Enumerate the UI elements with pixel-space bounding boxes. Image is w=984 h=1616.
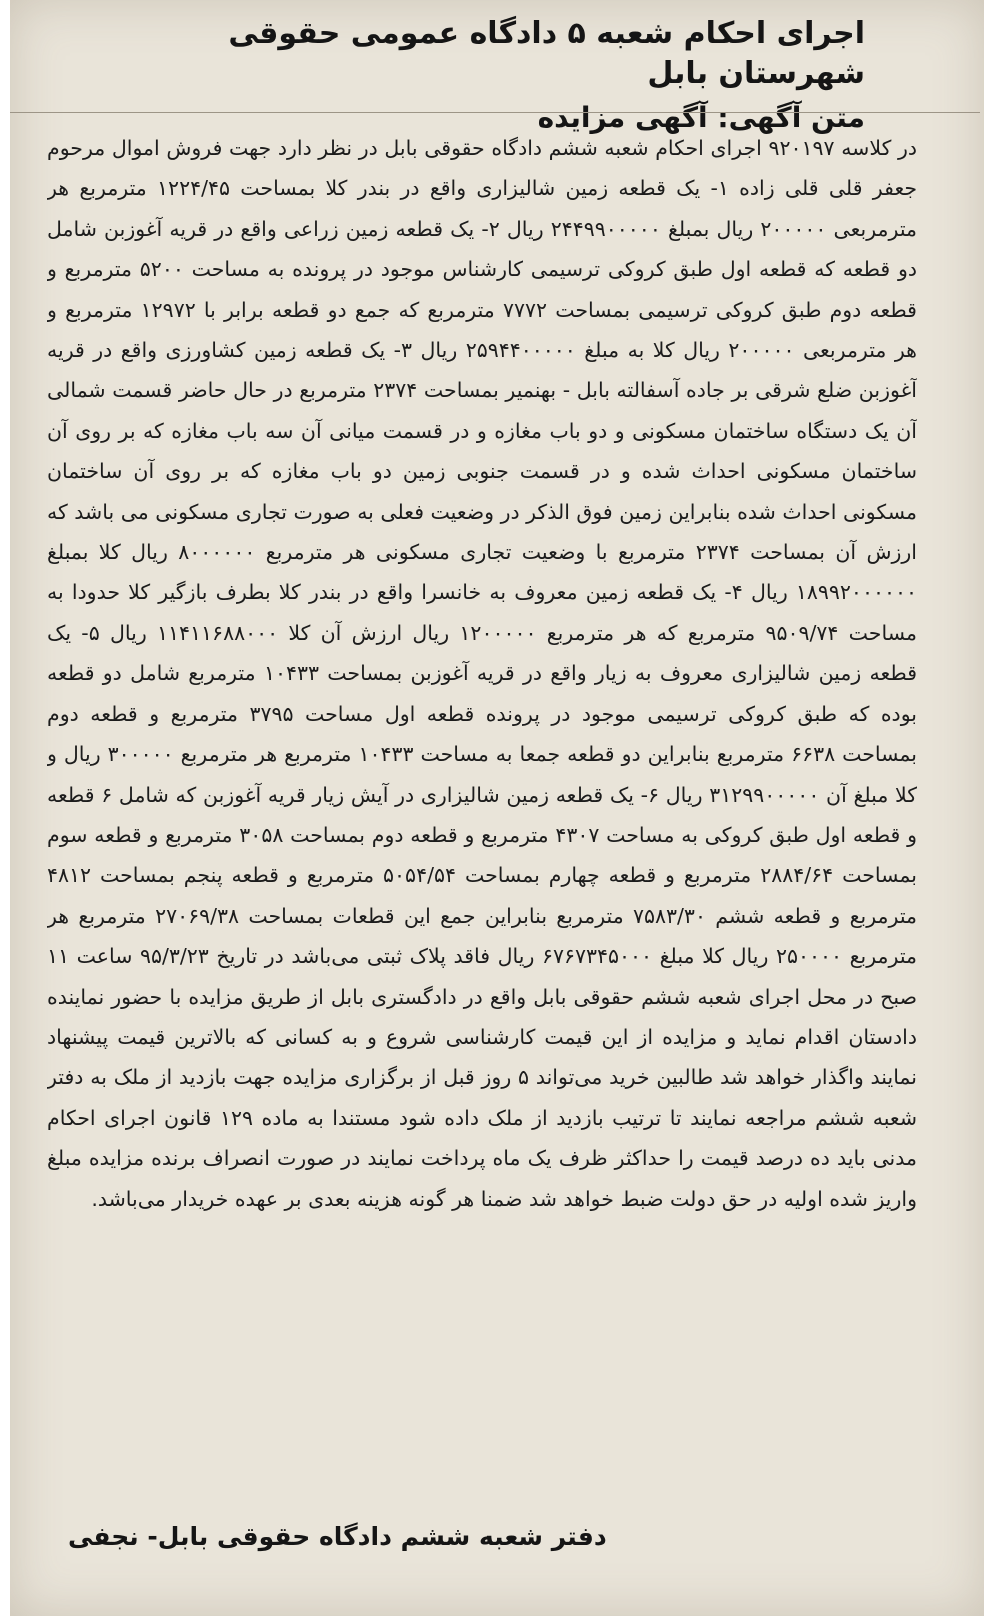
header-divider [10,112,980,113]
notice-title: اجرای احکام شعبه ۵ دادگاه عمومی حقوقی شهرستان بابل [228,16,865,91]
notice-header [105,14,865,138]
notice-signature: دفتر شعبه ششم دادگاه حقوقی بابل- نجفی [68,1522,607,1551]
notice-body: در کلاسه ۹۲۰۱۹۷ اجرای احکام شعبه ششم دادگاه حقوقی بابل در نظر دارد جهت فروش اموال مرحوم جعفر قلی قلی زاده ۱- یک قطعه زمین شالیزاری واقع در بندر کلا بمساحت ۱۲۲۴/۴۵ مترمربع هر مترمربعی ۲۰۰۰۰۰ ریال بمبلغ ۲۴۴۹۹۰۰۰۰۰ ریال ۲- یک قطعه زمین زراعی واقع در قریه آغوزبن شامل دو قطعه که قطعه اول طبق کروکی ترسیمی کارشناس موجود در پرونده به مساحت ۵۲۰۰ مترمربع و قطعه دوم طبق کروکی ترسیمی بمساحت ۷۷۷۲ مترمربع که جمع دو قطعه برابر با ۱۲۹۷۲ مترمربع و هر مترمربعی ۲۰۰۰۰۰ ریال کلا به مبلغ ۲۵۹۴۴۰۰۰۰۰ ریال ۳- یک قطعه زمین کشاورزی واقع در قریه آغوزبن ضلع شرقی بر جاده آسفالته بابل - بهنمیر بمساحت ۲۳۷۴ مترمربع در حال حاضر قسمت شمالی آن یک دستگاه ساختمان مسکونی و دو باب مغازه و در قسمت میانی آن سه باب مغازه که بر روی آن ساختمان مسکونی احداث شده و در قسمت جنوبی زمین دو باب مغازه که بر روی آن ساختمان مسکونی احداث شده بنابراین زمین فوق الذکر در وضعیت فعلی به صورت تجاری مسکونی می باشد که ارزش آن بمساحت ۲۳۷۴ مترمربع با وضعیت تجاری مسکونی هر مترمربع ۸۰۰۰۰۰۰ ریال کلا بمبلغ ۱۸۹۹۲۰۰۰۰۰۰ ریال ۴- یک قطعه زمین معروف به خانسرا واقع در بندر کلا بطرف بازگیر کلا حدودا به مساحت ۹۵۰۹/۷۴ مترمربع که هر مترمربع ۱۲۰۰۰۰۰ ریال ارزش آن کلا ۱۱۴۱۱۶۸۸۰۰۰ ریال ۵- یک قطعه زمین شالیزاری معروف به زیار واقع در قریه آغوزبن بمساحت ۱۰۴۳۳ مترمربع شامل دو قطعه بوده که طبق کروکی ترسیمی موجود در پرونده قطعه اول مساحت ۳۷۹۵ مترمربع و قطعه دوم بمساحت ۶۶۳۸ مترمربع بنابراین دو قطعه جمعا به مساحت ۱۰۴۳۳ مترمربع هر مترمربع ۳۰۰۰۰۰ ریال و کلا مبلغ آن ۳۱۲۹۹۰۰۰۰۰ ریال ۶- یک قطعه زمین شالیزاری در آیش زیار قریه آغوزبن که شامل ۶ قطعه و قطعه اول طبق کروکی به مساحت ۴۳۰۷ مترمربع و قطعه دوم بمساحت ۳۰۵۸ مترمربع و قطعه سوم بمساحت ۲۸۸۴/۶۴ مترمربع و قطعه چهارم بمساحت ۵۰۵۴/۵۴ مترمربع و قطعه پنجم بمساحت ۴۸۱۲ مترمربع و قطعه ششم ۷۵۸۳/۳۰ مترمربع بنابراین جمع این قطعات بمساحت ۲۷۰۶۹/۳۸ مترمربع هر مترمربع ۲۵۰۰۰۰ ریال کلا مبلغ ۶۷۶۷۳۴۵۰۰۰ ریال فاقد پلاک ثبتی می‌باشد در تاریخ ۹۵/۳/۲۳ ساعت ۱۱ صبح در محل اجرای شعبه ششم حقوقی بابل واقع در دادگستری بابل از طریق مزایده با حضور نماینده دادستان اقدام نماید و مزایده از این قیمت کارشناسی شروع و به کسانی که بالاترین قیمت پیشنهاد نمایند واگذار خواهد شد طالبین خرید می‌تواند ۵ روز قبل از برگزاری مزایده جهت بازدید از ملک به دفتر شعبه ششم مراجعه نمایند تا ترتیب بازدید از ملک داده شود مستندا به ماده ۱۲۹ قانون اجرای احکام مدنی باید ده درصد قیمت را حداکثر ظرف یک ماه پرداخت نمایند در صورت انصراف برنده مزایده مبلغ واریز شده اولیه در حق دولت ضبط خواهد شد ضمنا هر گونه هزینه بعدی بر عهده خریدار می‌باشد. [47,136,917,1211]
notice-subtitle: متن آگهی: آگهی مزایده [537,101,865,134]
newspaper-clipping [10,0,984,1616]
